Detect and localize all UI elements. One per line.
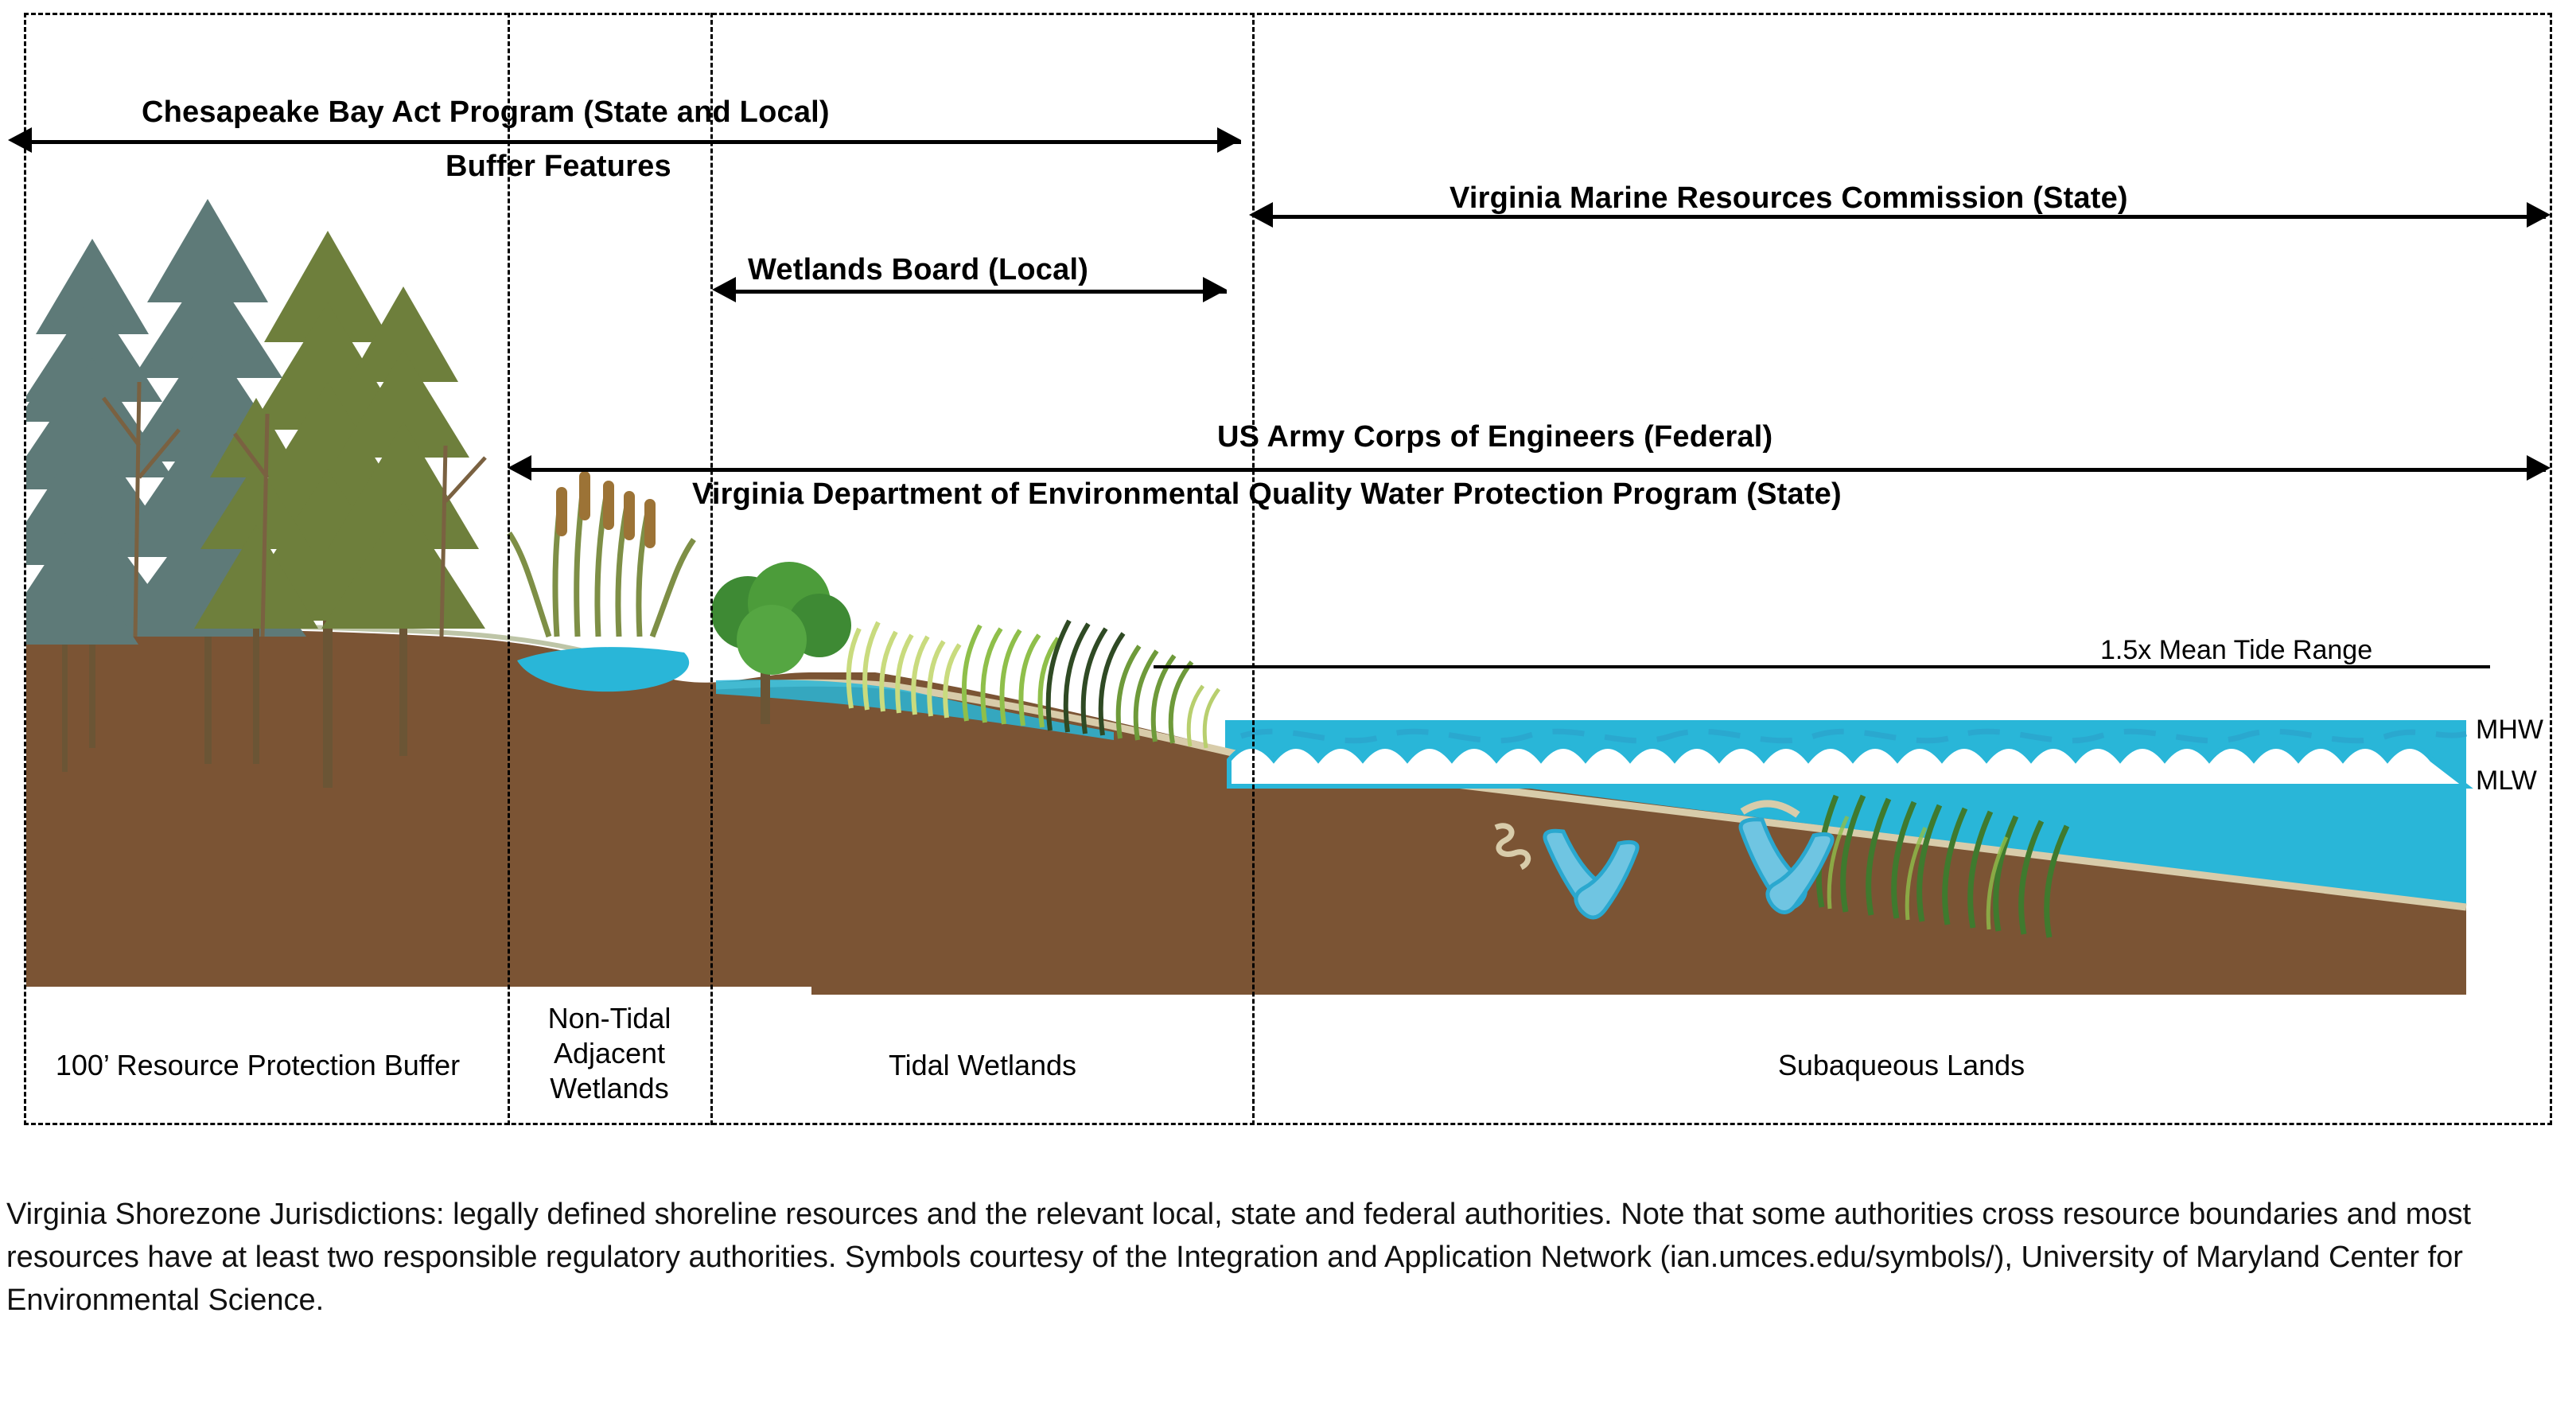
zone-label-non-tidal-line2: Adjacent — [553, 1036, 666, 1069]
arrowhead-left-vmrc — [1249, 202, 1273, 228]
zone-label-resource-protection-buffer: 100’ Resource Protection Buffer — [55, 1049, 461, 1081]
label-buffer-features: Buffer Features — [446, 150, 671, 183]
zone-label-non-tidal-adjacent-wetlands — [517, 1001, 702, 1106]
zone-label-non-tidal-line3: Wetlands — [550, 1071, 669, 1104]
arrow-usace-deq — [531, 468, 2546, 472]
label-wetlands-board: Wetlands Board (Local) — [748, 253, 1089, 286]
arrowhead-left-chesapeake — [8, 127, 32, 153]
arrowhead-right-vmrc — [2527, 202, 2551, 228]
figure-caption: Virginia Shorezone Jurisdictions: legally defined shoreline resources and the relevant local, state and federal authorities. Note that some authorities cross resource boundaries and most resources have at least two responsible regulatory authorities. Symbols courtesy of the Integration and Application Network (ian.umces.edu/symbols/), University of Maryland Center for Environmental Science. — [6, 1198, 2472, 1317]
label-mean-tide-range: 1.5x Mean Tide Range — [2100, 635, 2373, 665]
arrow-chesapeake-bay-act — [32, 140, 1241, 144]
zone-label-subaqueous-lands: Subaqueous Lands — [1777, 1049, 2025, 1081]
zone-label-tidal-wetlands: Tidal Wetlands — [888, 1049, 1077, 1081]
label-mlw: MLW — [2476, 765, 2537, 796]
arrowhead-right-chesapeake — [1217, 127, 1241, 153]
divider-nontidal-tidal — [710, 13, 713, 1125]
label-chesapeake-bay-act: Chesapeake Bay Act Program (State and Local) — [142, 95, 830, 129]
diagram-frame — [24, 13, 2552, 1125]
divider-tidal-subaqueous — [1252, 13, 1255, 1125]
arrowhead-right-usace-deq — [2527, 455, 2551, 481]
zone-label-non-tidal-line1: Non-Tidal — [547, 1002, 671, 1034]
label-deq: Virginia Department of Environmental Quality Water Protection Program (State) — [692, 477, 1842, 511]
label-vmrc: Virginia Marine Resources Commission (State) — [1449, 181, 2128, 215]
arrowhead-left-usace-deq — [508, 455, 531, 481]
arrowhead-right-wetlands-board — [1203, 277, 1227, 302]
arrowhead-left-wetlands-board — [712, 277, 736, 302]
label-usace: US Army Corps of Engineers (Federal) — [1217, 420, 1773, 454]
arrow-wetlands-board — [736, 290, 1227, 294]
label-mhw: MHW — [2476, 715, 2543, 745]
